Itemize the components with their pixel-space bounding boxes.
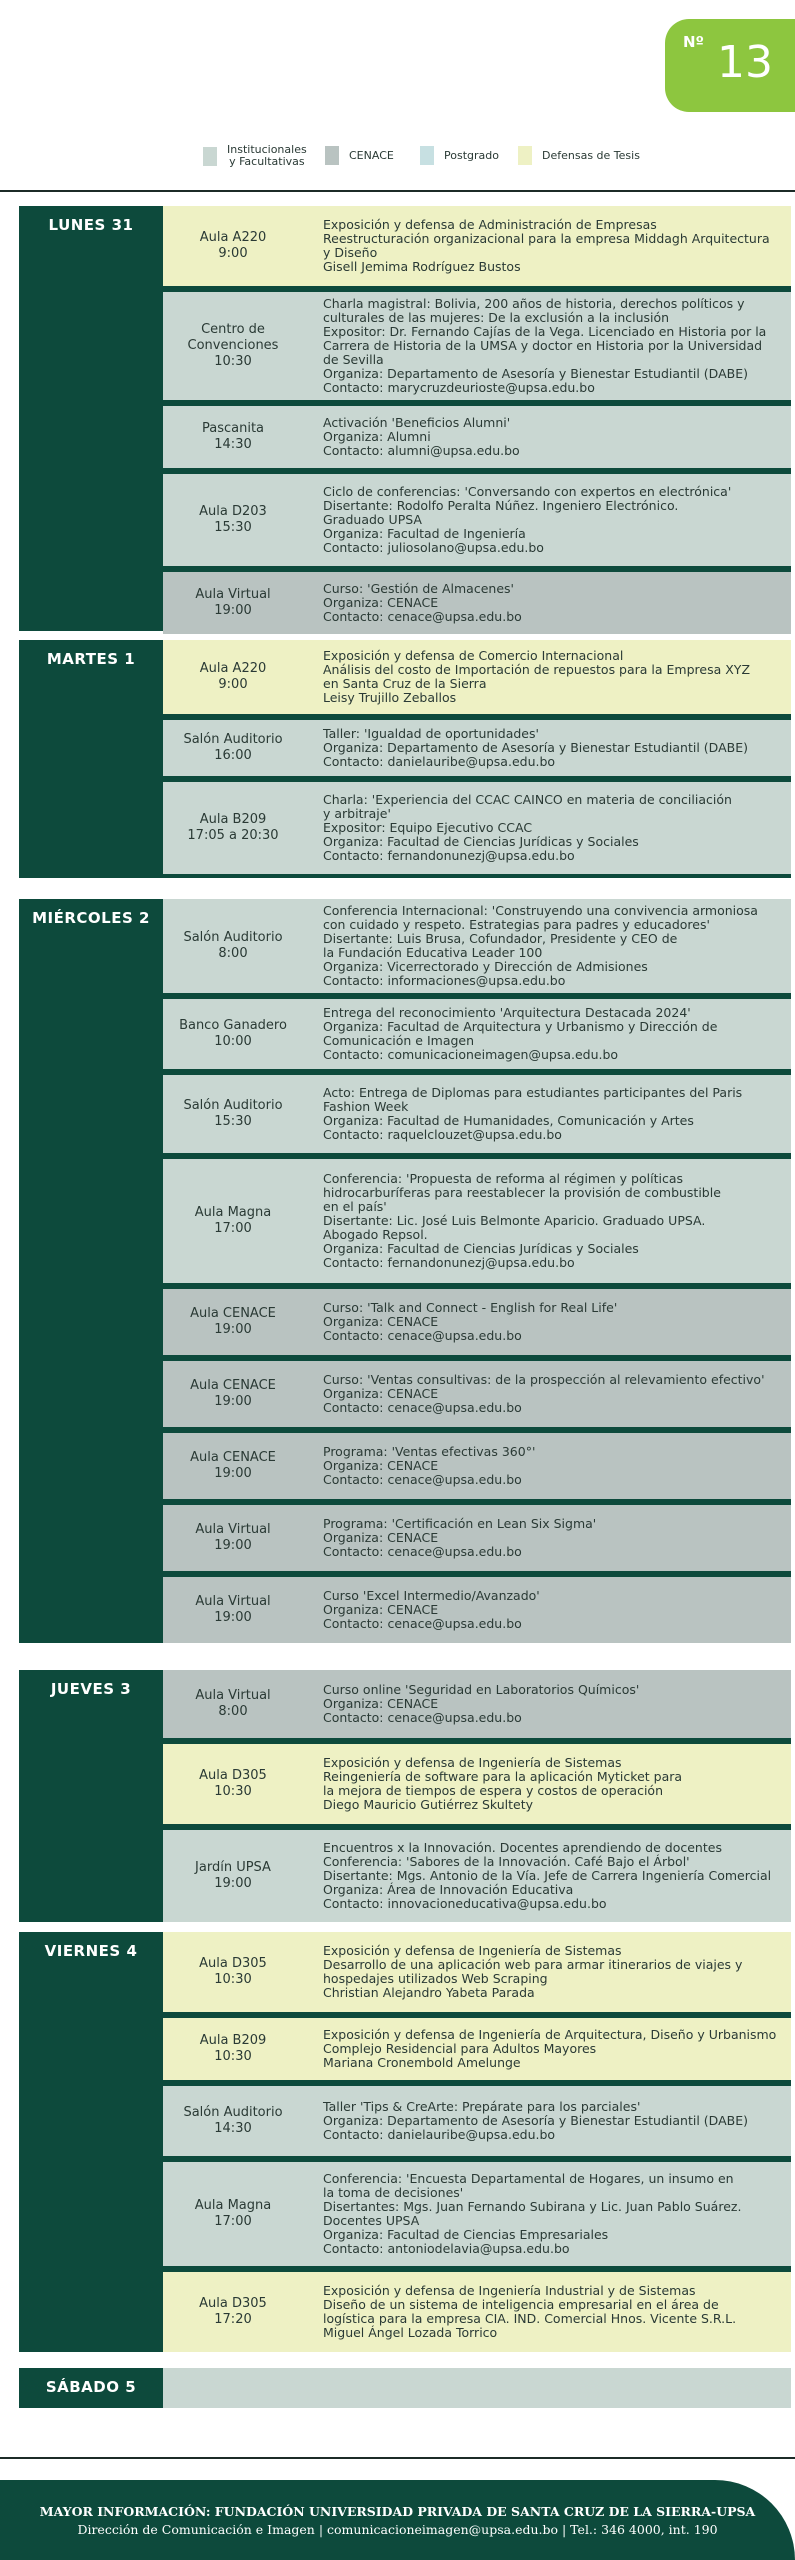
- legend-label: Postgrado: [444, 148, 499, 162]
- event-place-line: Aula A220: [199, 661, 267, 676]
- event-description-line: Análisis del costo de Importación de repuestos para la Empresa XYZ: [323, 662, 751, 677]
- event-row: [163, 1433, 791, 1499]
- event-description-line: Organiza: CENACE: [323, 1602, 439, 1617]
- header-divider: [258, 20, 261, 106]
- event-description-line: Exposición y defensa de Administración de Empresas: [323, 217, 657, 232]
- event-description-line: hidrocarburíferas para reestablecer la provisión de combustible: [323, 1185, 721, 1200]
- event-description-line: Curso online 'Seguridad en Laboratorios Químicos': [323, 1682, 640, 1697]
- event-description-line: Contacto: fernandonunezj@upsa.edu.bo: [323, 1255, 575, 1270]
- event-place-line: Aula D305: [199, 2296, 267, 2311]
- date-range: Del lunes 31 de marzo al sábado 5 de abril: [273, 77, 599, 95]
- event-row: [163, 720, 791, 776]
- event-place-time: [163, 1932, 303, 2012]
- event-description-line: Organiza: CENACE: [323, 1458, 439, 1473]
- event-row: [163, 1075, 791, 1153]
- event-description-line: Organiza: Facultad de Ingeniería: [323, 526, 526, 541]
- event-description-line: de Sevilla: [323, 352, 384, 367]
- event-place-time: [163, 206, 303, 286]
- event-place-line: Aula B209: [199, 812, 267, 827]
- footer: [0, 2480, 795, 2560]
- day-label: VIERNES 4: [44, 1942, 138, 1960]
- event-description-line: Fashion Week: [323, 1099, 409, 1114]
- event-place-line: 17:00: [214, 1221, 252, 1236]
- event-description-line: Curso: 'Ventas consultivas: de la prospección al relevamiento efectivo': [323, 1372, 765, 1387]
- event-row: [163, 1361, 791, 1427]
- event-place-time: [163, 1075, 303, 1153]
- event-description-line: logística para la empresa CIA. IND. Comercial Hnos. Vicente S.R.L.: [323, 2311, 737, 2326]
- event-description-line: y Diseño: [323, 245, 378, 260]
- event-place-line: 19:00: [214, 1876, 252, 1891]
- event-description-line: Contacto: danielauribe@upsa.edu.bo: [323, 754, 556, 769]
- event-description-line: Contacto: antoniodelavia@upsa.edu.bo: [323, 2241, 570, 2256]
- event-description-line: Organiza: Facultad de Ciencias Jurídicas y Sociales: [323, 834, 639, 849]
- event-description-line: Complejo Residencial para Adultos Mayores: [323, 2041, 597, 2056]
- event-description-line: hospedajes utilizados Web Scraping: [323, 1971, 548, 1986]
- event-description: [323, 1159, 785, 1283]
- legend-swatch: [325, 146, 339, 165]
- event-place-time: [163, 1289, 303, 1355]
- event-description-line: Expositor: Equipo Ejecutivo CCAC: [323, 820, 533, 835]
- event-place-line: 19:00: [214, 1394, 252, 1409]
- event-place-time: [163, 1159, 303, 1283]
- event-description: [323, 640, 785, 714]
- event-description: [323, 1830, 785, 1922]
- event-place-line: 9:00: [218, 677, 248, 692]
- event-place-line: 14:30: [214, 437, 252, 452]
- event-description-line: Organiza: Vicerrectorado y Dirección de Admisiones: [323, 959, 648, 974]
- event-description: [323, 782, 785, 874]
- event-description-line: Miguel Ángel Lozada Torrico: [323, 2325, 498, 2340]
- event-place-line: Centro de: [201, 322, 265, 337]
- event-place-line: Pascanita: [201, 421, 265, 436]
- event-row: [163, 1159, 791, 1283]
- event-description: [323, 292, 785, 400]
- event-place-line: Aula B209: [199, 2033, 267, 2048]
- event-row: [163, 1670, 791, 1738]
- event-description-line: Docentes UPSA: [323, 2213, 420, 2228]
- upsa-logo-icon: [78, 44, 112, 78]
- issue-number: 13: [717, 37, 773, 88]
- event-row: [163, 1744, 791, 1824]
- event-place-line: 10:30: [214, 1972, 252, 1987]
- event-place-line: 10:30: [214, 354, 252, 369]
- event-description: [323, 572, 785, 634]
- event-row: [163, 2018, 791, 2080]
- event-description-line: Contacto: cenace@upsa.edu.bo: [323, 1400, 522, 1415]
- event-place-line: Aula CENACE: [190, 1378, 276, 1393]
- event-place-line: Aula A220: [199, 230, 267, 245]
- event-description-line: Taller: 'Igualdad de oportunidades': [323, 726, 539, 741]
- event-description-line: Exposición y defensa de Ingeniería Industrial y de Sistemas: [323, 2283, 696, 2298]
- event-place-line: 10:00: [214, 1034, 252, 1049]
- event-row: [163, 2162, 791, 2266]
- event-description-line: Disertante: Mgs. Antonio de la Vía. Jefe de Carrera Ingeniería Comercial: [323, 1868, 772, 1883]
- event-description-line: Reestructuración organizacional para la empresa Middagh Arquitectura: [323, 231, 770, 246]
- event-description: [323, 474, 785, 566]
- event-place-time: [163, 2368, 303, 2408]
- event-place-time: [163, 1670, 303, 1738]
- event-place-line: 19:00: [214, 1322, 252, 1337]
- event-description: [323, 2162, 785, 2266]
- event-description-line: Conferencia: 'Propuesta de reforma al régimen y políticas: [323, 1171, 683, 1186]
- event-description-line: Contacto: raquelclouzet@upsa.edu.bo: [323, 1127, 562, 1142]
- event-place-time: [163, 406, 303, 468]
- event-description-line: Charla: 'Experiencia del CCAC CAINCO en materia de conciliación: [323, 792, 732, 807]
- event-description-line: Gisell Jemima Rodríguez Bustos: [323, 259, 521, 274]
- legend: [0, 144, 795, 184]
- event-description-line: Ciclo de conferencias: 'Conversando con expertos en electrónica': [323, 484, 732, 499]
- event-place-line: Aula CENACE: [190, 1306, 276, 1321]
- event-row: [163, 2368, 791, 2408]
- event-description-line: Organiza: Área de Innovación Educativa: [323, 1882, 574, 1897]
- header: [0, 0, 795, 132]
- event-row: [163, 206, 791, 286]
- event-place-line: Convenciones: [187, 338, 279, 353]
- legend-swatch: [203, 147, 217, 166]
- day-block: [19, 1932, 791, 2352]
- day-label: JUEVES 3: [50, 1680, 132, 1698]
- event-place-line: Salón Auditorio: [183, 732, 283, 747]
- event-place-line: Aula D203: [199, 504, 267, 519]
- event-place-line: Salón Auditorio: [183, 2105, 283, 2120]
- event-description-line: Carrera de Historia de la UMSA y doctor en Historia por la Universidad: [323, 338, 763, 353]
- event-description-line: Contacto: comunicacioneimagen@upsa.edu.bo: [323, 1047, 619, 1062]
- event-place-time: [163, 1577, 303, 1643]
- event-description-line: Organiza: Departamento de Asesoría y Bienestar Estudiantil (DABE): [323, 366, 748, 381]
- event-place-line: Banco Ganadero: [179, 1018, 287, 1033]
- event-description-line: Encuentros x la Innovación. Docentes aprendiendo de docentes: [323, 1840, 722, 1855]
- day-block: [19, 899, 791, 1643]
- footer-contact: Dirección de Comunicación e Imagen | comunicacioneimagen@upsa.edu.bo | Tel.: 346 4000, int. 190: [77, 2522, 718, 2537]
- event-description-line: Contacto: cenace@upsa.edu.bo: [323, 1616, 522, 1631]
- page-title: AGENDA SEMANAL: [280, 18, 637, 54]
- event-description-line: Curso: 'Talk and Connect - English for Real Life': [323, 1300, 618, 1315]
- event-description-line: Reingeniería de software para la aplicación Myticket para: [323, 1769, 683, 1784]
- event-description-line: Acto: Entrega de Diplomas para estudiantes participantes del Paris: [323, 1085, 743, 1100]
- event-row: [163, 640, 791, 714]
- event-row: [163, 2272, 791, 2352]
- event-place-line: 19:00: [214, 1466, 252, 1481]
- event-place-time: [163, 782, 303, 874]
- event-place-line: Aula D305: [199, 1768, 267, 1783]
- event-description-line: con cuidado y respeto. Estrategias para padres y educadores': [323, 917, 710, 932]
- event-description-line: en Santa Cruz de la Sierra: [323, 676, 487, 691]
- event-place-time: [163, 720, 303, 776]
- legend-item-postgrado: [420, 146, 499, 165]
- event-description: [323, 999, 785, 1069]
- event-description-line: Leisy Trujillo Zeballos: [323, 690, 457, 705]
- event-description-line: Organiza: Alumni: [323, 429, 431, 444]
- event-place-line: 19:00: [214, 1610, 252, 1625]
- event-place-time: [163, 292, 303, 400]
- issue-prefix: Nº: [683, 33, 705, 51]
- event-description-line: Contacto: cenace@upsa.edu.bo: [323, 609, 522, 624]
- event-place-line: 19:00: [214, 603, 252, 618]
- event-description-line: Organiza: Departamento de Asesoría y Bienestar Estudiantil (DABE): [323, 740, 748, 755]
- event-description: [323, 2018, 785, 2080]
- event-description-line: Contacto: marycruzdeurioste@upsa.edu.bo: [323, 380, 595, 395]
- legend-label: Institucionales y Facultativas: [227, 143, 307, 168]
- event-description-line: Exposición y defensa de Ingeniería de Arquitectura, Diseño y Urbanismo: [323, 2027, 777, 2042]
- event-row: [163, 782, 791, 874]
- event-place-line: 14:30: [214, 2121, 252, 2136]
- issue-badge: [665, 19, 795, 112]
- event-description-line: Organiza: Facultad de Ciencias Empresariales: [323, 2227, 609, 2242]
- event-description-line: Programa: 'Certificación en Lean Six Sigma': [323, 1516, 597, 1531]
- event-place-line: 8:00: [218, 946, 248, 961]
- event-place-time: [163, 2018, 303, 2080]
- day-label: LUNES 31: [48, 216, 134, 234]
- legend-item-cenace: [325, 146, 394, 165]
- event-description-line: Contacto: cenace@upsa.edu.bo: [323, 1710, 522, 1725]
- event-description-line: Exposición y defensa de Comercio Internacional: [323, 648, 624, 663]
- event-description-line: la toma de decisiones': [323, 2185, 464, 2200]
- event-description: [323, 2086, 785, 2156]
- event-description-line: la Fundación Educativa Leader 100: [323, 945, 543, 960]
- event-place-time: [163, 2272, 303, 2352]
- event-description-line: Organiza: CENACE: [323, 595, 439, 610]
- event-place-time: [163, 899, 303, 993]
- event-description-line: Contacto: innovacioneducativa@upsa.edu.bo: [323, 1896, 607, 1911]
- event-description-line: Taller 'Tips & CreArte: Prepárate para los parciales': [323, 2099, 641, 2114]
- day-block: [19, 1670, 791, 1922]
- event-description-line: Entrega del reconocimiento 'Arquitectura Destacada 2024': [323, 1005, 691, 1020]
- event-description-line: Contacto: danielauribe@upsa.edu.bo: [323, 2127, 556, 2142]
- event-place-time: [163, 1744, 303, 1824]
- event-description-line: Organiza: Facultad de Humanidades, Comunicación y Artes: [323, 1113, 694, 1128]
- event-row: [163, 1505, 791, 1571]
- event-description-line: Organiza: CENACE: [323, 1696, 439, 1711]
- event-place-line: 10:30: [214, 1784, 252, 1799]
- event-description-line: Expositor: Dr. Fernando Cajías de la Vega. Licenciado en Historia por la: [323, 324, 767, 339]
- event-description: [323, 1289, 785, 1355]
- event-description-line: Curso: 'Gestión de Almacenes': [323, 581, 514, 596]
- event-description-line: Charla magistral: Bolivia, 200 años de historia, derechos políticos y: [323, 296, 745, 311]
- legend-label: Defensas de Tesis: [542, 148, 640, 162]
- event-description: [323, 1505, 785, 1571]
- event-row: [163, 1577, 791, 1643]
- event-place-line: Aula Virtual: [195, 1688, 271, 1703]
- event-description-line: Graduado UPSA: [323, 512, 422, 527]
- event-description: [323, 720, 785, 776]
- event-description-line: Organiza: CENACE: [323, 1314, 439, 1329]
- event-description-line: Conferencia: 'Sabores de la Innovación. Café Bajo el Árbol': [323, 1854, 690, 1869]
- event-place-time: [163, 2086, 303, 2156]
- event-description-line: culturales de las mujeres: De la exclusión a la inclusión: [323, 310, 670, 325]
- event-description: [323, 1433, 785, 1499]
- event-description-line: Curso 'Excel Intermedio/Avanzado': [323, 1588, 540, 1603]
- event-description-line: Contacto: informaciones@upsa.edu.bo: [323, 973, 566, 988]
- event-description-line: Programa: 'Ventas efectivas 360°': [323, 1444, 536, 1459]
- event-description-line: Organiza: Facultad de Arquitectura y Urbanismo y Dirección de: [323, 1019, 718, 1034]
- event-row: [163, 2086, 791, 2156]
- event-description: [323, 2368, 785, 2408]
- event-place-line: Aula Virtual: [195, 1522, 271, 1537]
- event-place-line: Aula CENACE: [190, 1450, 276, 1465]
- event-description-line: Activación 'Beneficios Alumni': [323, 415, 511, 430]
- event-place-time: [163, 999, 303, 1069]
- event-place-line: Salón Auditorio: [183, 930, 283, 945]
- event-description-line: Mariana Cronembold Amelunge: [323, 2055, 521, 2070]
- event-description-line: Diseño de un sistema de inteligencia empresarial en el área de: [323, 2297, 719, 2312]
- day-label: MARTES 1: [46, 650, 136, 668]
- event-description-line: Conferencia Internacional: 'Construyendo una convivencia armoniosa: [323, 903, 758, 918]
- event-description-line: Disertante: Rodolfo Peralta Núñez. Ingeniero Electrónico.: [323, 498, 679, 513]
- event-description-line: Contacto: alumni@upsa.edu.bo: [323, 443, 520, 458]
- top-rule: [0, 190, 795, 192]
- event-row: [163, 999, 791, 1069]
- event-description: [323, 1670, 785, 1738]
- event-description-line: Contacto: cenace@upsa.edu.bo: [323, 1328, 522, 1343]
- day-block: [19, 2368, 791, 2408]
- event-description-line: Exposición y defensa de Ingeniería de Sistemas: [323, 1755, 622, 1770]
- event-description-line: la mejora de tiempos de espera y costos de operación: [323, 1783, 663, 1798]
- event-description-line: Organiza: Departamento de Asesoría y Bienestar Estudiantil (DABE): [323, 2113, 748, 2128]
- event-place-time: [163, 1505, 303, 1571]
- event-row: [163, 1289, 791, 1355]
- legend-swatch: [420, 146, 434, 165]
- day-label: MIÉRCOLES 2: [32, 909, 150, 927]
- event-place-line: 17:00: [214, 2214, 252, 2229]
- upsa-logo: [78, 36, 244, 86]
- event-row: [163, 1830, 791, 1922]
- event-place-line: 19:00: [214, 1538, 252, 1553]
- event-description: [323, 1075, 785, 1153]
- event-place-line: 16:00: [214, 748, 252, 763]
- event-place-line: Salón Auditorio: [183, 1098, 283, 1113]
- event-description-line: Diego Mauricio Gutiérrez Skultety: [323, 1797, 534, 1812]
- event-place-line: 10:30: [214, 2049, 252, 2064]
- event-place-time: [163, 2162, 303, 2266]
- event-description: [323, 1361, 785, 1427]
- event-place-line: Jardín UPSA: [195, 1860, 271, 1875]
- event-description-line: Organiza: Facultad de Ciencias Jurídicas y Sociales: [323, 1241, 639, 1256]
- event-place-line: Aula Magna: [194, 1205, 272, 1220]
- event-description: [323, 406, 785, 468]
- event-row: [163, 1932, 791, 2012]
- event-row: [163, 572, 791, 634]
- day-block: [19, 206, 791, 631]
- event-place-time: [163, 640, 303, 714]
- event-row: [163, 474, 791, 566]
- event-place-time: [163, 1361, 303, 1427]
- legend-label: CENACE: [349, 148, 394, 162]
- event-description-line: Organiza: CENACE: [323, 1386, 439, 1401]
- logo-text: UPSA: [120, 36, 244, 86]
- event-description-line: Contacto: cenace@upsa.edu.bo: [323, 1472, 522, 1487]
- event-row: [163, 292, 791, 400]
- day-block: [19, 640, 791, 878]
- bottom-rule: [0, 2457, 795, 2459]
- event-description-line: en el país': [323, 1199, 387, 1214]
- event-row: [163, 406, 791, 468]
- event-description: [323, 2272, 785, 2352]
- event-description-line: Christian Alejandro Yabeta Parada: [323, 1985, 535, 2000]
- event-description-line: Abogado Repsol.: [323, 1227, 428, 1242]
- event-place-time: [163, 572, 303, 634]
- day-label: SÁBADO 5: [45, 2378, 137, 2396]
- event-place-line: Aula Magna: [194, 2198, 272, 2213]
- footer-info: MAYOR INFORMACIÓN: FUNDACIÓN UNIVERSIDAD PRIVADA DE SANTA CRUZ DE LA SIERRA-UPSA: [39, 2504, 756, 2519]
- event-place-line: Aula Virtual: [195, 587, 271, 602]
- event-description-line: Disertante: Luis Brusa, Cofundador, Presidente y CEO de: [323, 931, 678, 946]
- event-description-line: Contacto: fernandonunezj@upsa.edu.bo: [323, 848, 575, 863]
- event-description-line: Disertante: Lic. José Luis Belmonte Aparicio. Graduado UPSA.: [323, 1213, 706, 1228]
- event-description-line: y arbitraje': [323, 806, 391, 821]
- event-place-line: 15:30: [214, 1114, 252, 1129]
- event-description-line: Organiza: CENACE: [323, 1530, 439, 1545]
- event-description: [323, 899, 785, 993]
- page-subtitle: Santa Cruz de la Sierra, marzo - abril 2025: [273, 49, 594, 67]
- event-description-line: Contacto: juliosolano@upsa.edu.bo: [323, 540, 544, 555]
- event-place-time: [163, 474, 303, 566]
- event-description-line: Contacto: cenace@upsa.edu.bo: [323, 1544, 522, 1559]
- event-place-line: 9:00: [218, 246, 248, 261]
- legend-swatch: [518, 146, 532, 165]
- event-row: [163, 899, 791, 993]
- event-place-time: [163, 1433, 303, 1499]
- event-description: [323, 1932, 785, 2012]
- event-place-line: Aula D305: [199, 1956, 267, 1971]
- event-description: [323, 206, 785, 286]
- event-description-line: Exposición y defensa de Ingeniería de Sistemas: [323, 1943, 622, 1958]
- event-description-line: Desarrollo de una aplicación web para armar itinerarios de viajes y: [323, 1957, 743, 1972]
- event-place-line: Aula Virtual: [195, 1594, 271, 1609]
- event-description: [323, 1744, 785, 1824]
- event-place-line: 8:00: [218, 1704, 248, 1719]
- event-description-line: Conferencia: 'Encuesta Departamental de Hogares, un insumo en: [323, 2171, 734, 2186]
- event-place-line: 15:30: [214, 520, 252, 535]
- legend-item-defensas: [518, 146, 640, 165]
- event-place-line: 17:20: [214, 2312, 252, 2327]
- event-place-time: [163, 1830, 303, 1922]
- event-description: [323, 1577, 785, 1643]
- legend-item-institucionales: [203, 144, 307, 168]
- event-description-line: Disertantes: Mgs. Juan Fernando Subirana y Lic. Juan Pablo Suárez.: [323, 2199, 742, 2214]
- event-description-line: Comunicación e Imagen: [323, 1033, 475, 1048]
- event-place-line: 17:05 a 20:30: [187, 828, 279, 843]
